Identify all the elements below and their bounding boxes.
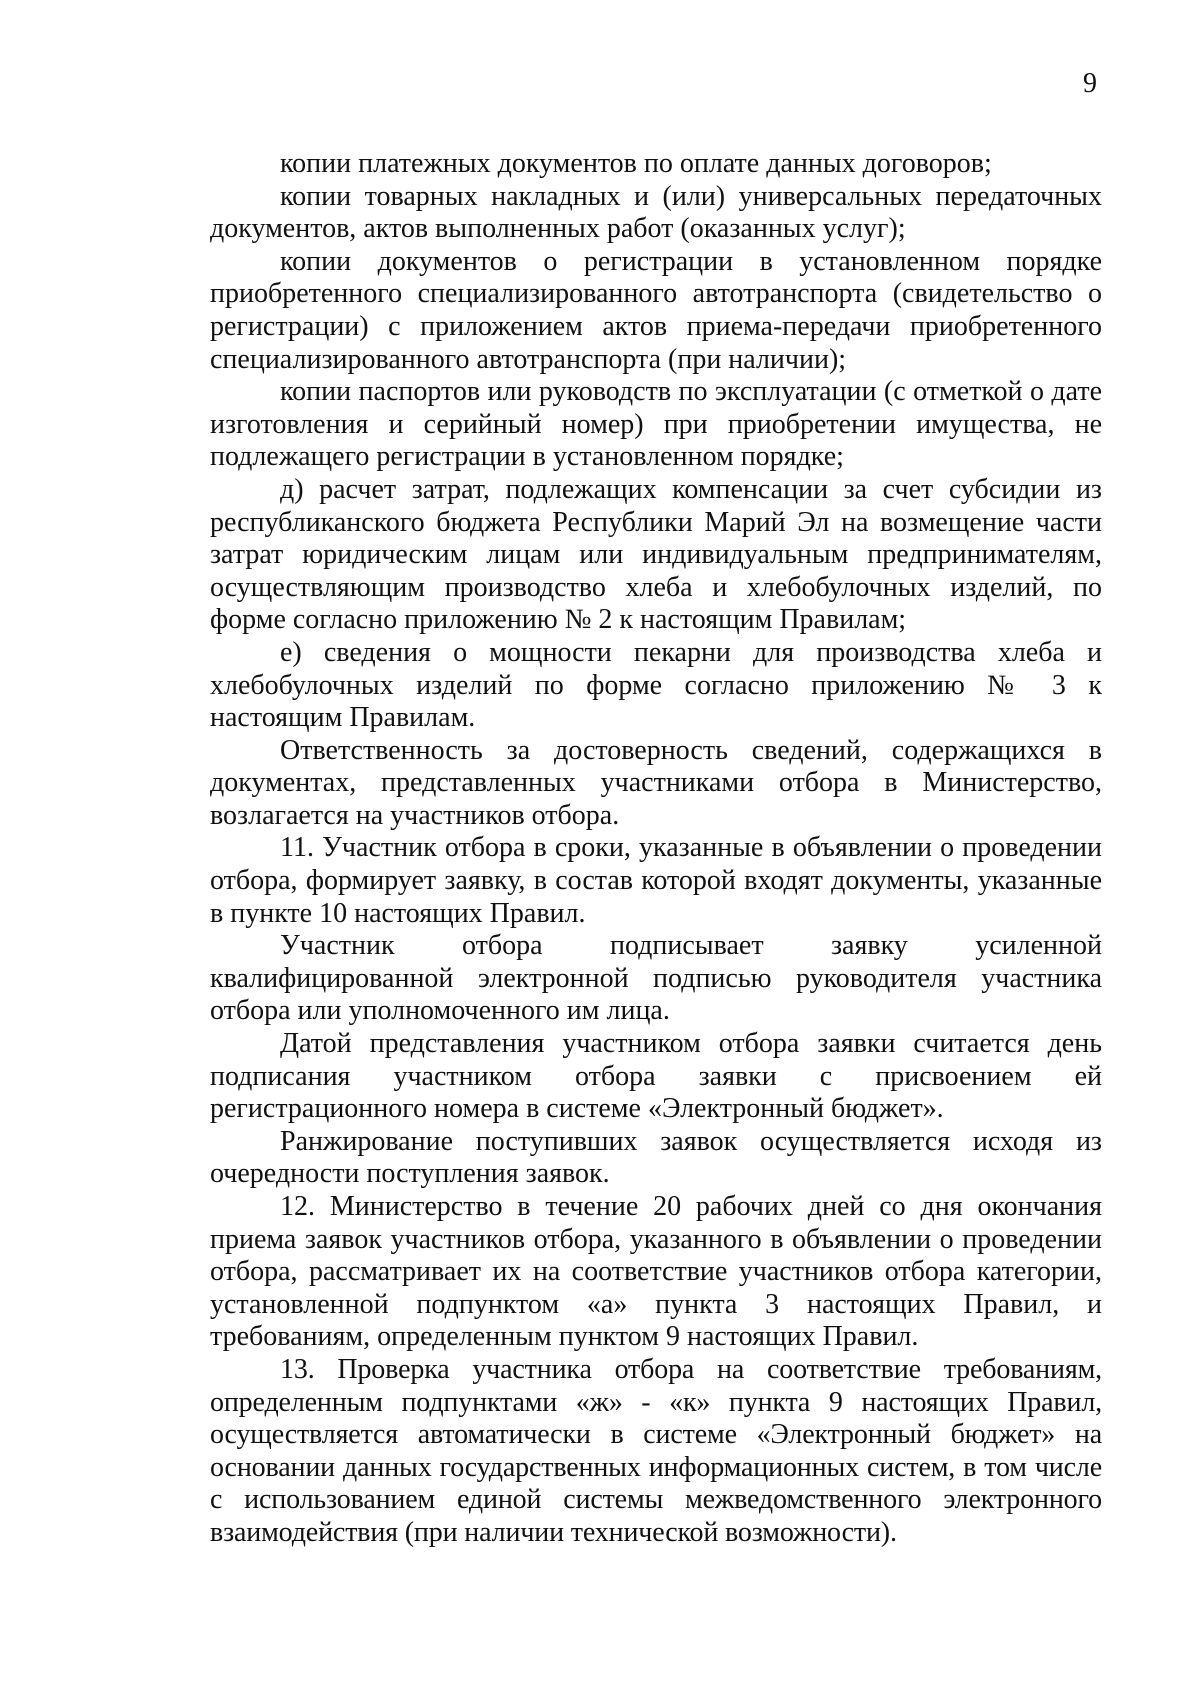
paragraph-clause-12: 12. Министерство в течение 20 рабочих дней со дня окончания приема заявок участников отбора, указанного в объявлении о проведении отбора, рассматривает их на соответствие участников отбора категории, установленной подпунктом «а» пункта 3 настоящих Правил, и требованиям, определенным пунктом 9 настоящих Правил. [210, 1191, 1102, 1353]
paragraph-responsibility: Ответственность за достоверность сведений, содержащихся в документах, представленных участниками отбора в Министерство, возлагается на участников отбора. [210, 734, 1102, 831]
paragraph-invoices: копии товарных накладных и (или) универсальных передаточных документов, актов выполненных работ (оказанных услуг); [210, 180, 1102, 245]
paragraph-registration-docs: копии документов о регистрации в установленном порядке приобретенного специализированного автотранспорта (свидетельство о регистрации) с приложением актов приема-передачи приобретенного специализированного автотранспорта (при наличии); [210, 245, 1102, 375]
page-number: 9 [1083, 68, 1097, 99]
paragraph-payment-docs: копии платежных документов по оплате данных договоров; [280, 148, 992, 179]
paragraph-clause-11: 11. Участник отбора в сроки, указанные в объявлении о проведении отбора, формирует заявку, в состав которой входят документы, указанные в пункте 10 настоящих Правил. [210, 832, 1102, 929]
paragraph-ranking: Ранжирование поступивших заявок осуществляется исходя из очередности поступления заявок. [210, 1125, 1102, 1190]
paragraph-signature: Участник отбора подписывает заявку усиленной квалифицированной электронной подписью руководителя участника отбора или уполномоченного им лица. [210, 930, 1102, 1027]
paragraph-clause-13: 13. Проверка участника отбора на соответствие требованиям, определенным подпунктами «ж» - «к» пункта 9 настоящих Правил, осуществляется автоматически в системе «Электронный бюджет» на основании данных государственных информационных систем, в том числе с использованием единой системы межведомственного электронного взаимодействия (при наличии технической возможности). [210, 1353, 1102, 1548]
document-body [210, 148, 1102, 1550]
paragraph-item-e: е) сведения о мощности пекарни для производства хлеба и хлебобулочных изделий по форме согласно приложению № 3 к настоящим Правилам. [210, 636, 1102, 734]
paragraph-item-d: д) расчет затрат, подлежащих компенсации за счет субсидии из республиканского бюджета Республики Марий Эл на возмещение части затрат юридическим лицам или индивидуальным предпринимателям, осуществляющим производство хлеба и хлебобулочных изделий, по форме согласно приложению № 2 к настоящим Правилам; [210, 473, 1102, 636]
paragraph-submission-date: Датой представления участником отбора заявки считается день подписания участником отбора заявки с присвоением ей регистрационного номера в системе «Электронный бюджет». [210, 1028, 1102, 1125]
paragraph-passports: копии паспортов или руководств по эксплуатации (с отметкой о дате изготовления и серийный номер) при приобретении имущества, не подлежащего регистрации в установленном порядке; [210, 376, 1102, 473]
